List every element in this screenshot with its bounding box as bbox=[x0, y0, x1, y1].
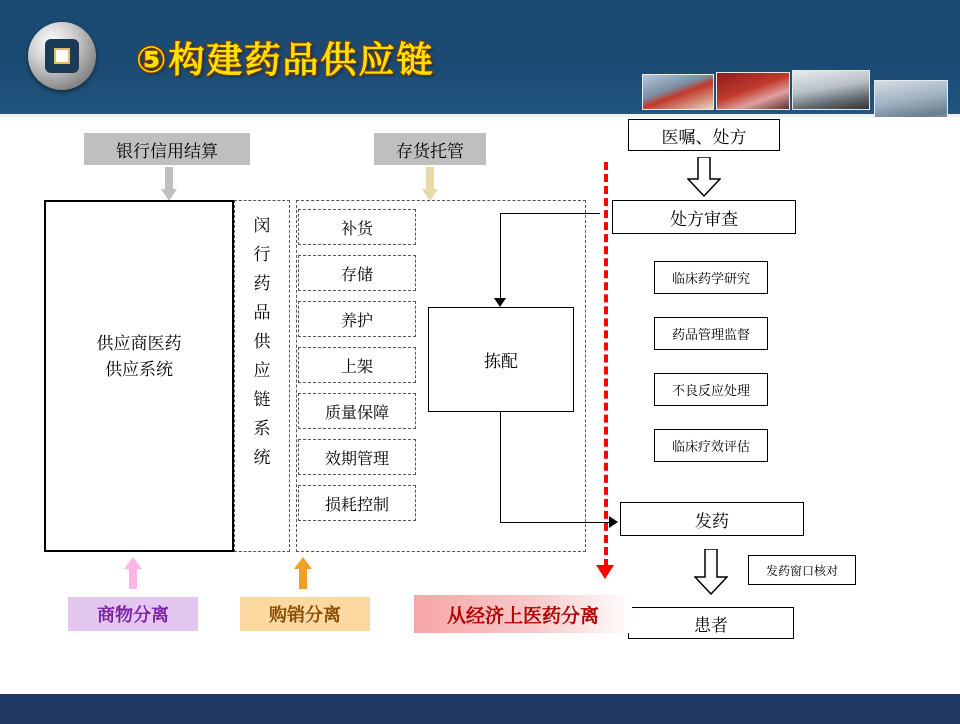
order-prescription-box: 医嘱、处方 bbox=[628, 119, 780, 151]
connector-arrowhead-down bbox=[494, 298, 506, 307]
chain-char: 行 bbox=[253, 245, 271, 265]
photo-thumb-3 bbox=[792, 70, 870, 110]
photo-thumb-2 bbox=[716, 72, 790, 110]
label-bank-settlement: 银行信用结算 bbox=[84, 133, 250, 165]
clinical-item-4: 临床疗效评估 bbox=[654, 429, 768, 462]
arrow-dispense-to-patient-icon bbox=[694, 549, 728, 589]
chain-char: 统 bbox=[253, 448, 271, 468]
chain-char: 链 bbox=[253, 390, 271, 410]
arrow-up-orange-icon bbox=[294, 557, 312, 591]
thumbnail-strip bbox=[642, 62, 952, 114]
connector-review-to-picking-v bbox=[500, 213, 501, 299]
prescription-review-box: 处方审查 bbox=[612, 200, 796, 234]
arrow-up-pink-icon bbox=[124, 557, 142, 591]
red-dashed-divider bbox=[604, 162, 608, 567]
diagram-canvas bbox=[0, 117, 960, 694]
photo-thumb-1 bbox=[642, 74, 714, 110]
supplier-line-2: 供应系统 bbox=[105, 360, 173, 380]
chain-char: 闵 bbox=[253, 216, 271, 236]
op-box-replenish: 补货 bbox=[298, 209, 416, 245]
slide-header bbox=[0, 0, 960, 117]
picking-box: 拣配 bbox=[428, 307, 574, 412]
bottom-label-purchase-sale-separation: 购销分离 bbox=[240, 597, 370, 631]
connector-picking-to-dispense-v bbox=[500, 412, 501, 522]
supplier-line-1: 供应商医药 bbox=[96, 334, 182, 354]
clinical-item-1: 临床药学研究 bbox=[654, 261, 768, 294]
page-title: ⑤构建药品供应链 bbox=[136, 40, 435, 81]
dispensing-window-check-box: 发药窗口核对 bbox=[748, 555, 856, 585]
chain-char: 系 bbox=[253, 419, 271, 439]
supply-chain-label bbox=[234, 212, 290, 542]
connector-review-to-picking-h bbox=[500, 213, 600, 214]
bottom-label-economic-separation: 从经济上医药分离 bbox=[414, 595, 632, 633]
arrow-order-to-review-icon bbox=[687, 157, 721, 197]
patient-box: 患者 bbox=[628, 607, 794, 639]
bottom-label-goods-separation: 商物分离 bbox=[68, 597, 198, 631]
supplier-system-label bbox=[44, 327, 234, 387]
op-box-shelving: 上架 bbox=[298, 347, 416, 383]
connector-picking-to-dispense-h bbox=[500, 522, 612, 523]
connector-arrowhead-right bbox=[609, 516, 618, 528]
label-inventory-custody: 存货托管 bbox=[374, 133, 486, 165]
dispense-box: 发药 bbox=[620, 502, 804, 536]
clinical-item-2: 药品管理监督 bbox=[654, 317, 768, 350]
emblem-icon bbox=[28, 22, 96, 90]
slide-footer bbox=[0, 694, 960, 724]
op-box-storage: 存储 bbox=[298, 255, 416, 291]
op-box-expiry: 效期管理 bbox=[298, 439, 416, 475]
clinical-item-3: 不良反应处理 bbox=[654, 373, 768, 406]
op-box-maintain: 养护 bbox=[298, 301, 416, 337]
chain-char: 应 bbox=[253, 361, 271, 381]
chain-char: 品 bbox=[253, 303, 271, 323]
chain-char: 供 bbox=[253, 332, 271, 352]
op-box-quality: 质量保障 bbox=[298, 393, 416, 429]
op-box-loss: 损耗控制 bbox=[298, 485, 416, 521]
chain-char: 药 bbox=[253, 274, 271, 294]
red-divider-arrowhead-icon bbox=[596, 565, 614, 579]
